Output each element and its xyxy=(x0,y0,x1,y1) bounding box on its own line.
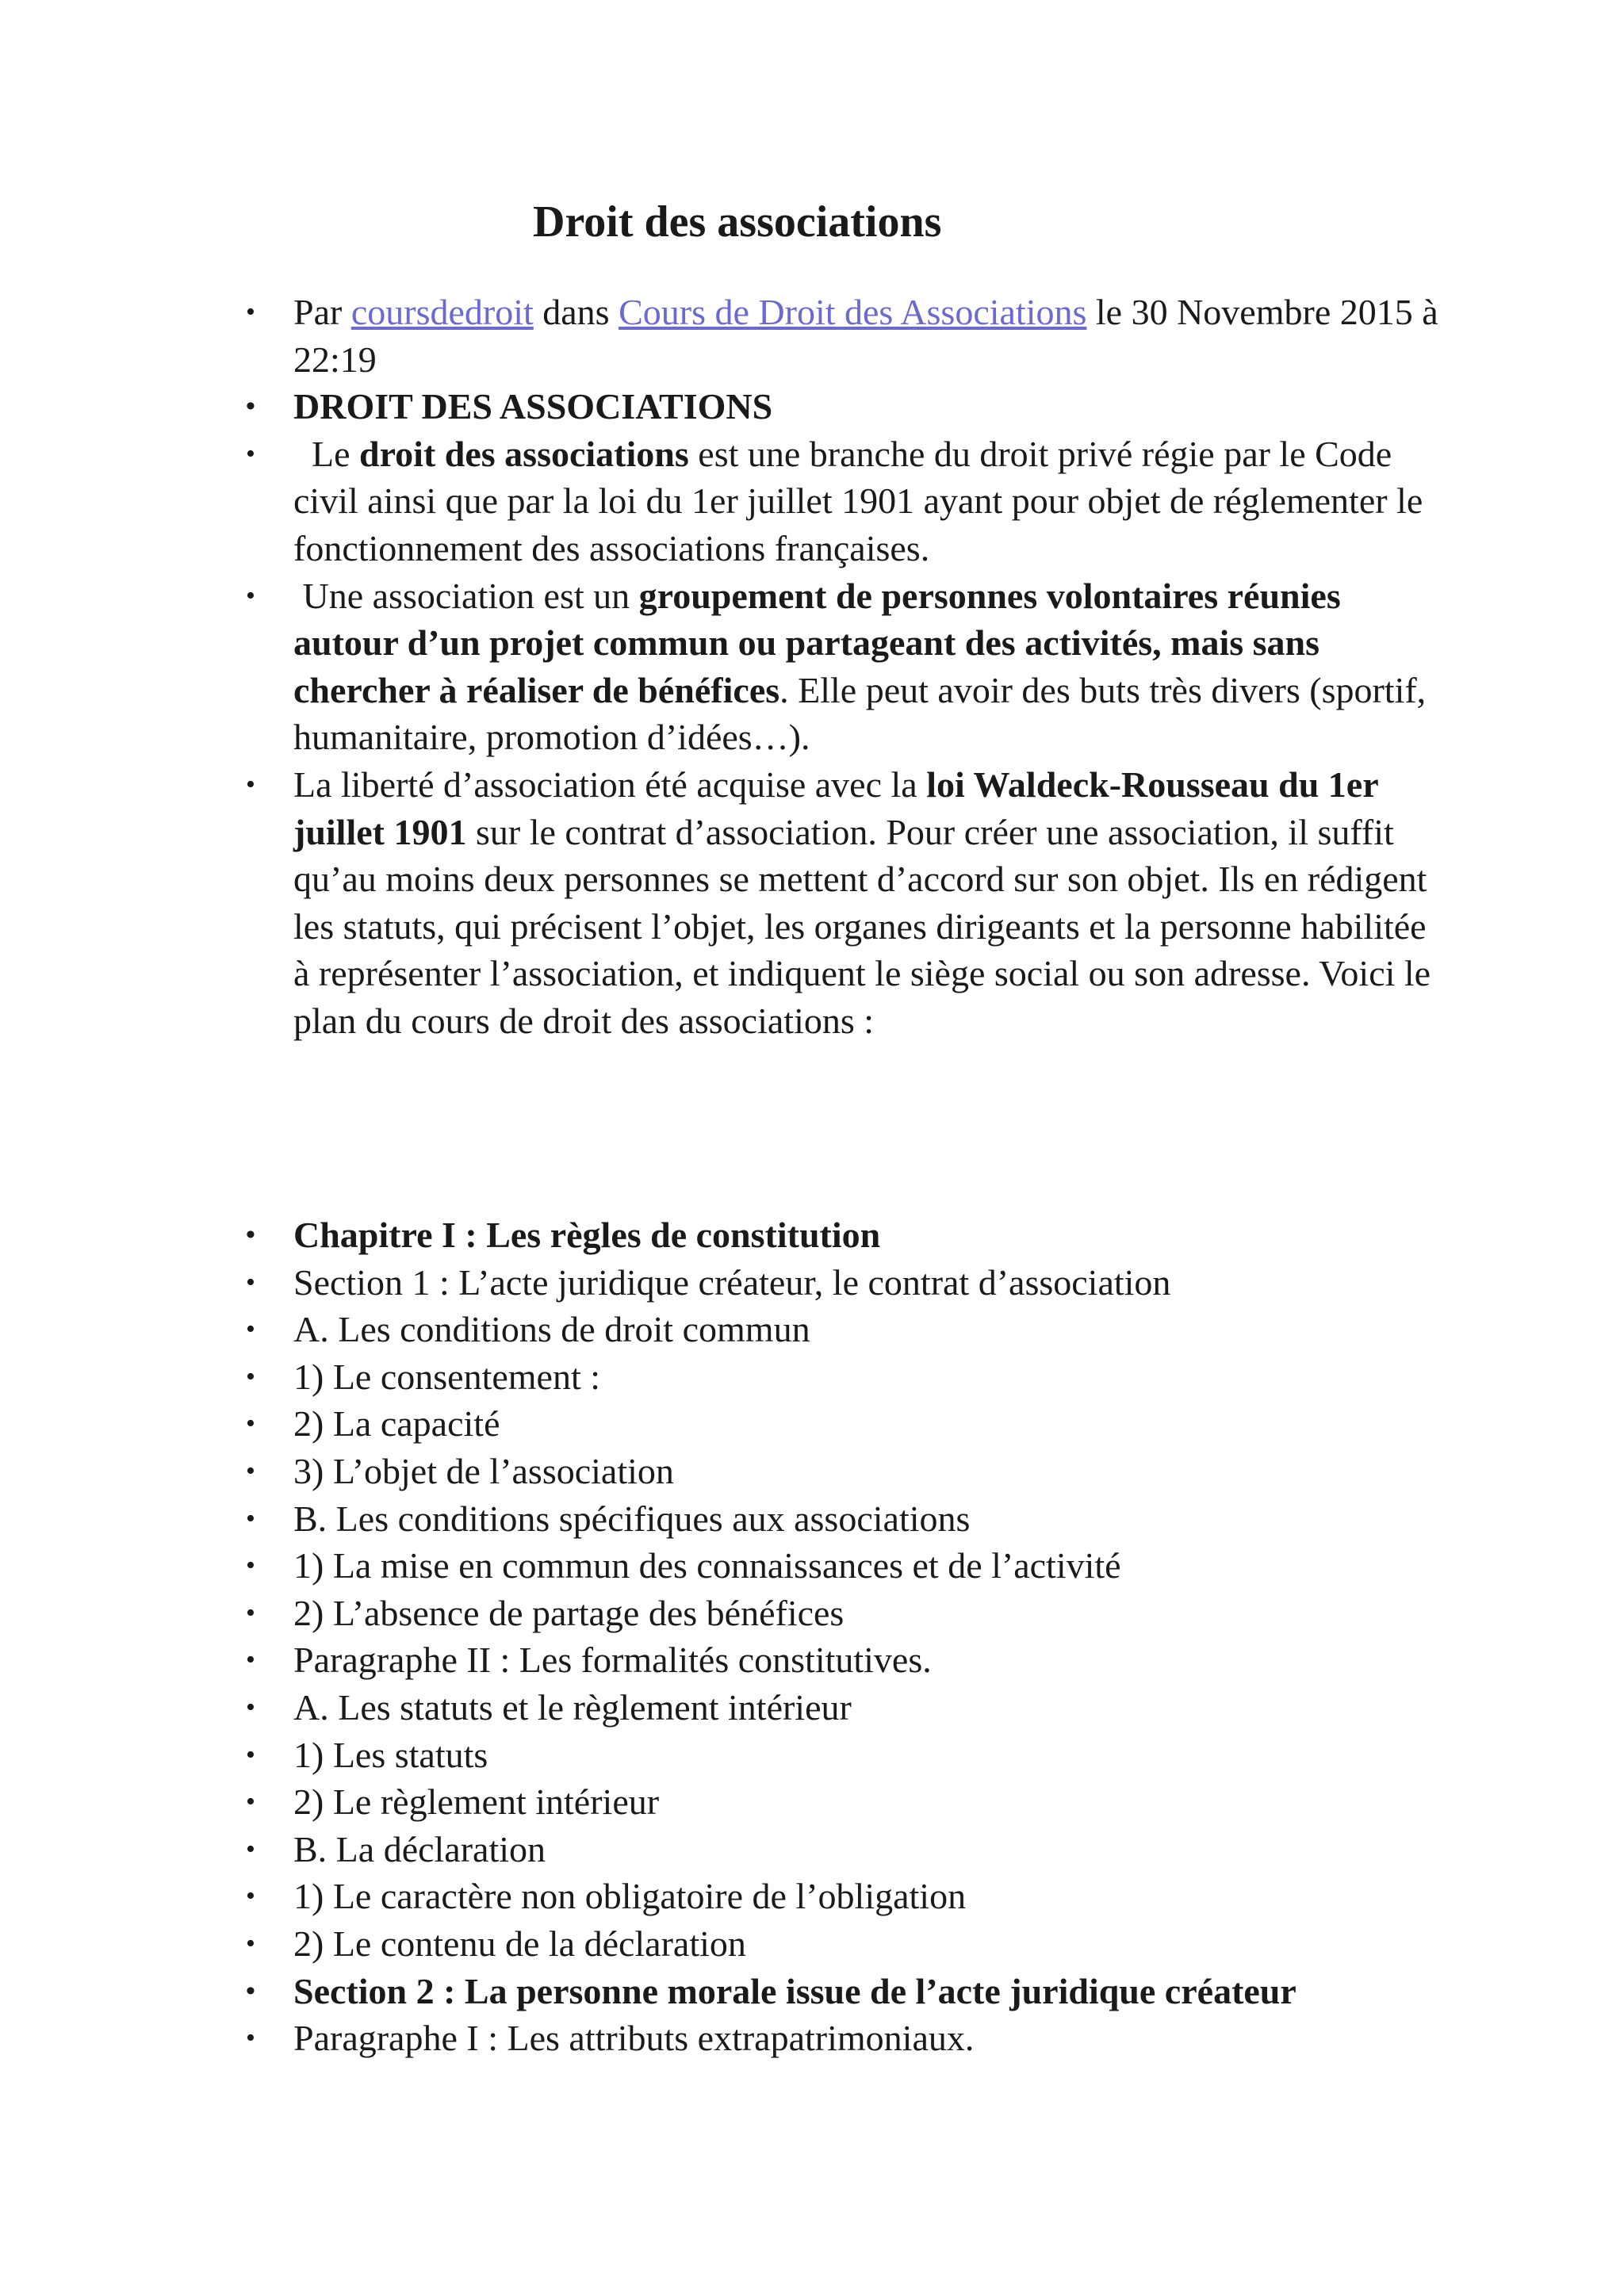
course-plan-list xyxy=(0,1211,1624,2062)
list-item-paragraph-1 xyxy=(0,430,1624,572)
plan-item-text: B. La déclaration xyxy=(293,1828,546,1869)
plan-item-text: 1) La mise en commun des connaissances et de l’activité xyxy=(293,1545,1121,1586)
plan-item xyxy=(0,1353,1624,1401)
intro-list xyxy=(0,289,1624,1045)
page-title: Droit des associations xyxy=(533,197,942,247)
intro-heading: DROIT DES ASSOCIATIONS xyxy=(293,386,773,427)
plan-item xyxy=(0,1826,1624,1873)
p3-lead: La liberté d’association été acquise avec la xyxy=(293,763,927,805)
plan-item-text: 1) Le consentement : xyxy=(293,1356,601,1397)
plan-item xyxy=(0,1448,1624,1495)
plan-item xyxy=(0,2015,1624,2062)
plan-item-text: Section 1 : L’acte juridique créateur, le contrat d’association xyxy=(293,1261,1171,1303)
plan-item xyxy=(0,1873,1624,1920)
meta-date: le 30 Novembre 2015 à 22:19 xyxy=(293,292,1438,380)
plan-item-text: B. Les conditions spécifiques aux associations xyxy=(293,1498,971,1539)
p1-rest: est une branche du droit privé régie par le Code civil ainsi que par la loi du 1er juillet 1901 ayant pour objet de réglementer le fonctionnement des associations françaises. xyxy=(293,433,1423,568)
plan-item xyxy=(0,1636,1624,1684)
plan-item xyxy=(0,1778,1624,1826)
category-link[interactable]: Cours de Droit des Associations xyxy=(619,292,1087,332)
plan-item-text: 3) L’objet de l’association xyxy=(293,1450,674,1491)
plan-item xyxy=(0,1495,1624,1543)
p3-bold: loi Waldeck-Rousseau du 1er juillet 1901 xyxy=(293,763,1378,852)
p1-bold: droit des associations xyxy=(359,433,689,474)
plan-item xyxy=(0,1968,1624,2015)
plan-item xyxy=(0,1306,1624,1353)
plan-item xyxy=(0,1542,1624,1590)
p3-rest: sur le contrat d’association. Pour créer une association, il suffit qu’au moins deux personnes se mettent d’accord sur son objet. Ils en rédigent les statuts, qui précisent l’objet, les organes dirigeants et la personne habilitée à représenter l’association, et indiquent le siège social ou son adresse. Voici le plan du cours de droit des associations : xyxy=(293,811,1431,1041)
plan-item-text: A. Les statuts et le règlement intérieur xyxy=(293,1686,852,1728)
plan-item xyxy=(0,1590,1624,1637)
p1-lead: Le xyxy=(293,433,360,474)
plan-item-text: Paragraphe I : Les attributs extrapatrimoniaux. xyxy=(293,2018,975,2059)
plan-item-text: Chapitre I : Les règles de constitution xyxy=(293,1215,881,1255)
p2-bold: groupement de personnes volontaires réunies autour d’un projet commun ou partageant des activités, mais sans chercher à réaliser de bénéfices xyxy=(293,575,1341,710)
plan-item xyxy=(0,1400,1624,1448)
plan-item xyxy=(0,1732,1624,1779)
meta-prefix: Par xyxy=(293,292,351,332)
plan-item-text: A. Les conditions de droit commun xyxy=(293,1309,810,1350)
list-item-heading xyxy=(0,383,1624,430)
plan-item-text: 2) Le règlement intérieur xyxy=(293,1781,660,1823)
author-link[interactable]: coursdedroit xyxy=(350,292,534,332)
meta-middle: dans xyxy=(533,292,619,332)
list-item-paragraph-3 xyxy=(0,761,1624,1045)
plan-item xyxy=(0,1211,1624,1259)
plan-item-text: 1) Les statuts xyxy=(293,1734,488,1775)
plan-item-text: Paragraphe II : Les formalités constitutives. xyxy=(293,1640,932,1681)
p2-rest: . Elle peut avoir des buts très divers (sportif, humanitaire, promotion d’idées…). xyxy=(293,669,1427,758)
plan-item xyxy=(0,1920,1624,1968)
plan-item-text: 2) Le contenu de la déclaration xyxy=(293,1923,746,1964)
p2-lead: Une association est un xyxy=(293,575,639,616)
plan-item-text: Section 2 : La personne morale issue de l’acte juridique créateur xyxy=(293,1970,1297,2011)
list-item-paragraph-2 xyxy=(0,572,1624,761)
plan-item xyxy=(0,1684,1624,1732)
plan-item xyxy=(0,1259,1624,1307)
plan-item-text: 1) Le caractère non obligatoire de l’obligation xyxy=(293,1876,967,1917)
plan-item-text: 2) L’absence de partage des bénéfices xyxy=(293,1592,845,1633)
list-item-meta xyxy=(0,289,1624,383)
plan-item-text: 2) La capacité xyxy=(293,1403,500,1445)
